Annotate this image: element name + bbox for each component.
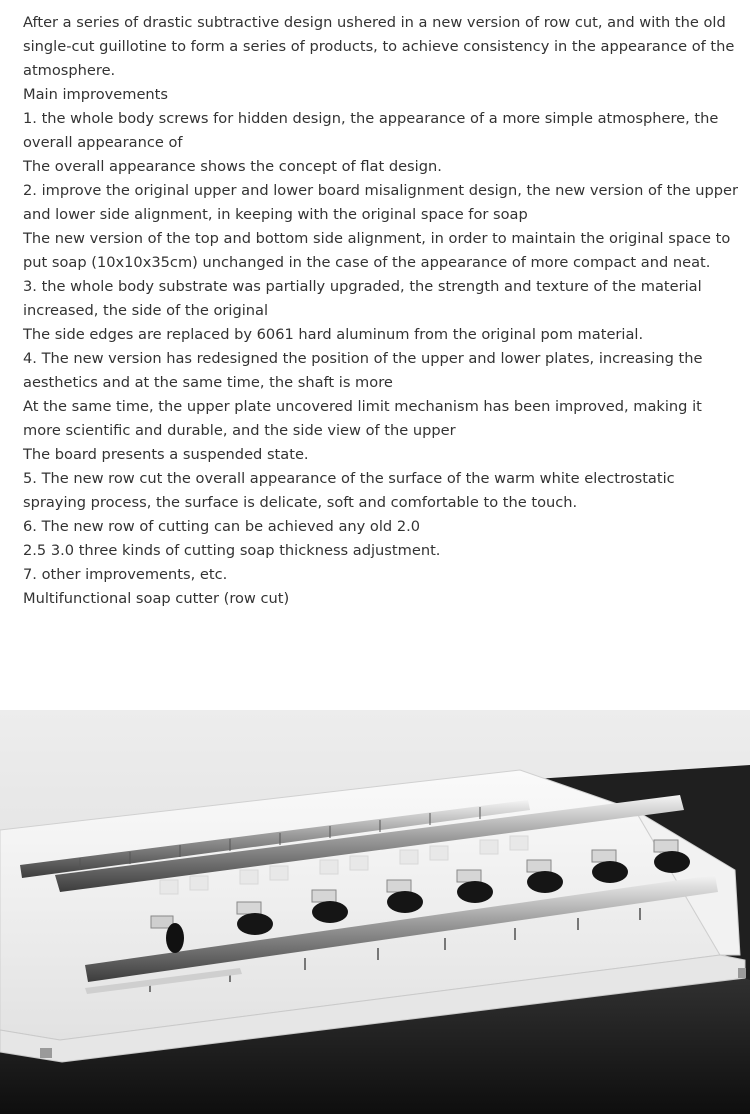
- description-text: [23, 11, 738, 611]
- paragraph: The board presents a suspended state.: [23, 446, 309, 463]
- paragraph: 5. The new row cut the overall appearance of the surface of the warm white electrostatic spraying process, the surface is delicate, soft and comfortable to the touch.: [23, 470, 675, 511]
- paragraph: 2. improve the original upper and lower board misalignment design, the new version of the upper and lower side alignment, in keeping with the original space for soap: [23, 182, 739, 223]
- paragraph: The side edges are replaced by 6061 hard aluminum from the original pom material.: [23, 326, 644, 343]
- paragraph: 1. the whole body screws for hidden design, the appearance of a more simple atmosphere, the overall appearance of: [23, 110, 719, 151]
- paragraph: Multifunctional soap cutter (row cut): [23, 590, 290, 607]
- soap-cutter-illustration: [0, 710, 750, 1114]
- soap-cutter-photo: [0, 710, 750, 1114]
- paragraph: 3. the whole body substrate was partially upgraded, the strength and texture of the material increased, the side of the original: [23, 278, 702, 319]
- paragraph: After a series of drastic subtractive design ushered in a new version of row cut, and with the old single-cut guillotine to form a series of products, to achieve consistency in the appearance of the atmosphere.: [23, 14, 735, 79]
- paragraph: 2.5 3.0 three kinds of cutting soap thickness adjustment.: [23, 542, 441, 559]
- paragraph: The new version of the top and bottom side alignment, in order to maintain the original space to put soap (10x10x35cm) unchanged in the case of the appearance of more compact and neat.: [23, 230, 731, 271]
- paragraph: Main improvements: [23, 86, 169, 103]
- paragraph: At the same time, the upper plate uncovered limit mechanism has been improved, making it more scientific and durable, and the side view of the upper: [23, 398, 702, 439]
- paragraph: 7. other improvements, etc.: [23, 566, 228, 583]
- paragraph: 6. The new row of cutting can be achieved any old 2.0: [23, 518, 421, 535]
- paragraph: The overall appearance shows the concept of flat design.: [23, 158, 442, 175]
- paragraph: 4. The new version has redesigned the position of the upper and lower plates, increasing the aesthetics and at the same time, the shaft is more: [23, 350, 703, 391]
